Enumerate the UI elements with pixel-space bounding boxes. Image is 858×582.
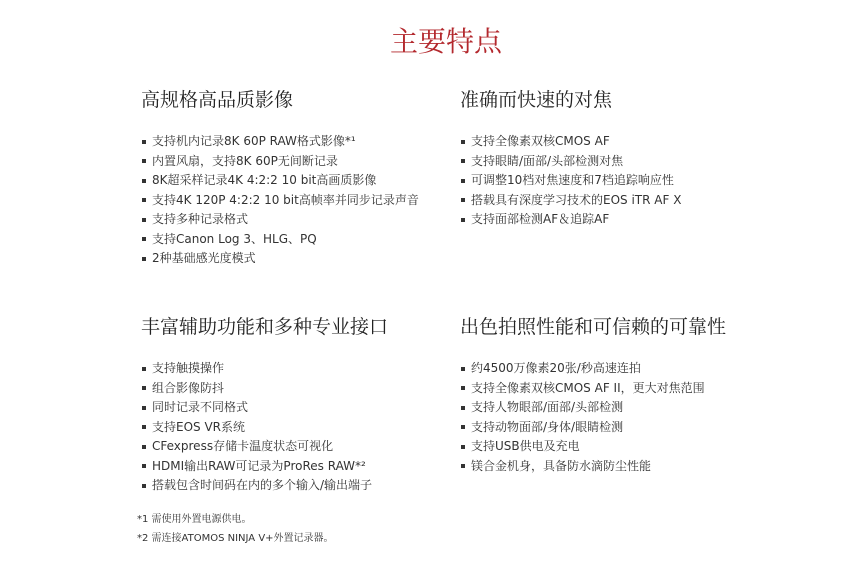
list-item [460,152,780,172]
section-reliability [460,313,780,476]
footnote: *2 需连接ATOMOS NINJA V+外置记录器。 [137,533,334,544]
bullet-icon [142,425,146,429]
list-item [141,132,461,152]
list-item [460,191,780,211]
bullet-icon [142,406,146,410]
section-heading: 准确而快速的对焦 [460,89,613,111]
bullet-icon [142,198,146,202]
bullet-icon [142,159,146,163]
list-item [460,457,780,477]
list-item [141,379,461,399]
bullet-icon [461,367,465,371]
bullet-icon [461,159,465,163]
section-heading: 高规格高品质影像 [141,89,294,111]
list-item [141,191,461,211]
bullet-icon [142,386,146,390]
page-title: 主要特点 [389,25,502,58]
list-item [141,359,461,379]
list-item-text: 支持4K 120P 4:2:2 10 bit高帧率并同步记录声音 [152,192,419,207]
list-item-text: HDMI输出RAW可记录为ProRes RAW*² [152,458,366,473]
list-item [141,476,461,496]
list-item-text: 8K超采样记录4K 4:2:2 10 bit高画质影像 [152,173,377,187]
list-item-text: 支持EOS VR系统 [152,419,246,434]
bullet-icon [142,237,146,241]
list-item [460,398,780,418]
list-item-text: 支持USB供电及充电 [471,439,580,453]
bullet-icon [461,445,465,449]
footnote: *1 需使用外置电源供电。 [137,514,252,525]
list-item [460,437,780,457]
list-item-text: 搭载具有深度学习技术的EOS iTR AF X [471,192,682,207]
list-item [460,379,780,399]
bullet-icon [142,257,146,261]
list-item-text: 搭载包含时间码在内的多个输入/输出端子 [152,478,373,492]
bullet-icon [142,218,146,222]
section-image-quality [141,86,461,269]
section-autofocus [460,86,780,230]
list-item [141,210,461,230]
feature-list [141,132,461,269]
bullet-icon [142,179,146,183]
list-item-text: 可调整10档对焦速度和7档追踪响应性 [471,173,674,187]
bullet-icon [461,464,465,468]
list-item-text: 镁合金机身，具备防水滴防尘性能 [471,458,652,473]
list-item [460,132,780,152]
list-item [141,171,461,191]
list-item-text: 组合影像防抖 [152,380,225,395]
list-item-text: 支持动物面部/身体/眼睛检测 [471,419,624,434]
list-item-text: 支持多种记录格式 [152,212,249,226]
feature-list [460,132,780,230]
bullet-icon [461,386,465,390]
list-item [141,249,461,269]
list-item [141,457,461,477]
list-item [460,210,780,230]
bullet-icon [142,367,146,371]
list-item [460,359,780,379]
bullet-icon [142,445,146,449]
list-item-text: 支持Canon Log 3、HLG、PQ [152,231,317,246]
list-item-text: 同时记录不同格式 [152,400,249,414]
bullet-icon [461,406,465,410]
list-item [460,418,780,438]
bullet-icon [461,425,465,429]
bullet-icon [142,464,146,468]
list-item-text: 支持面部检测AF＆追踪AF [471,212,610,226]
list-item [141,230,461,250]
list-item-text: 约4500万像素20张/秒高速连拍 [471,361,641,375]
bullet-icon [142,484,146,488]
list-item [141,152,461,172]
list-item [460,171,780,191]
feature-list [141,359,461,496]
bullet-icon [461,179,465,183]
bullet-icon [461,140,465,144]
list-item-text: 支持触摸操作 [152,361,225,375]
list-item [141,398,461,418]
list-item-text: 内置风扇，支持8K 60P无间断记录 [152,153,338,168]
list-item-text: 支持全像素双核CMOS AF II，更大对焦范围 [471,380,705,395]
bullet-icon [461,218,465,222]
footnotes [137,510,334,548]
list-item-text: 支持眼睛/面部/头部检测对焦 [471,153,624,168]
list-item-text: 支持机内记录8K 60P RAW格式影像*¹ [152,134,356,148]
bullet-icon [461,198,465,202]
list-item-text: 支持人物眼部/面部/头部检测 [471,400,624,414]
section-heading: 出色拍照性能和可信赖的可靠性 [460,316,727,338]
bullet-icon [142,140,146,144]
list-item [141,437,461,457]
feature-list [460,359,780,476]
list-item [141,418,461,438]
section-interfaces [141,313,461,496]
section-heading: 丰富辅助功能和多种专业接口 [141,316,389,338]
list-item-text: 2种基础感光度模式 [152,251,256,265]
list-item-text: 支持全像素双核CMOS AF [471,134,610,148]
list-item-text: CFexpress存储卡温度状态可视化 [152,439,334,453]
